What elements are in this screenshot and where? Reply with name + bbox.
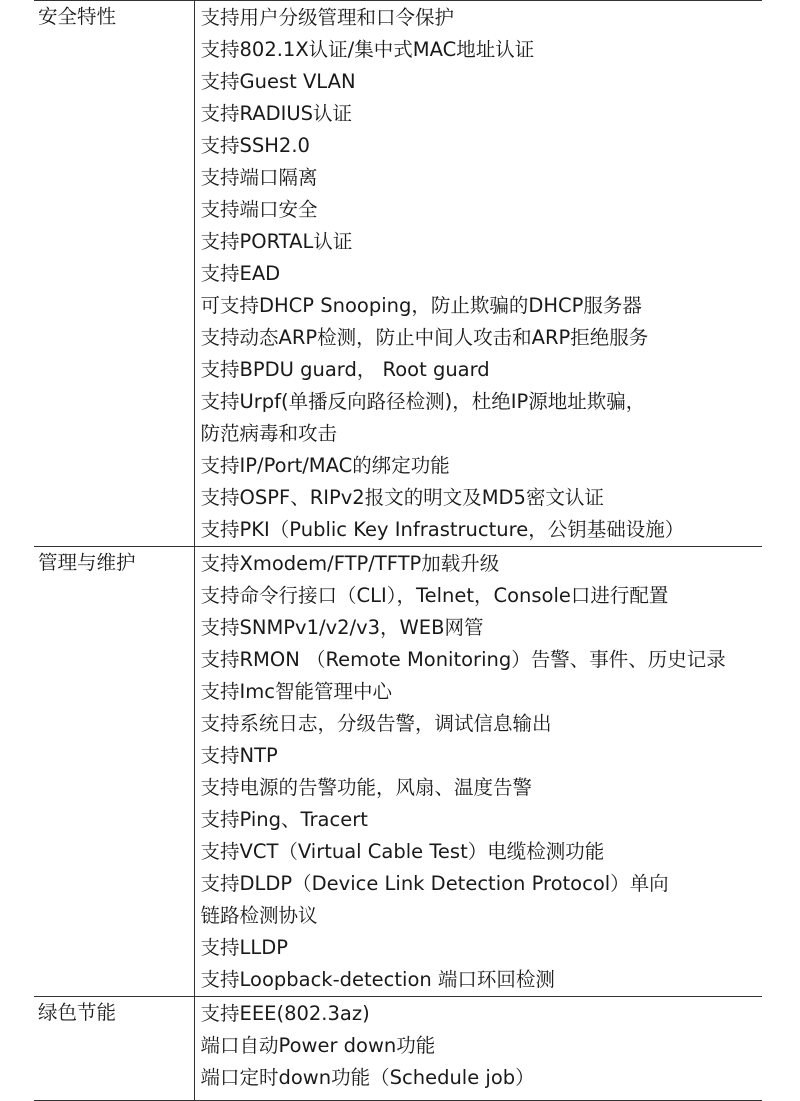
feature-item: 支持PORTAL认证	[200, 230, 353, 253]
category-cell	[34, 997, 194, 1101]
feature-item: 支持端口隔离	[200, 166, 318, 189]
category-label: 绿色节能	[38, 1001, 117, 1024]
spec-section-row	[34, 1, 762, 547]
category-label: 管理与维护	[38, 551, 136, 574]
feature-item: 支持命令行接口（CLI），Telnet，Console口进行配置	[200, 584, 669, 607]
feature-item: 端口定时down功能（Schedule job）	[200, 1066, 535, 1089]
feature-item: 支持LLDP	[200, 936, 289, 959]
category-label: 安全特性	[38, 5, 117, 28]
feature-item: 支持IP/Port/MAC的绑定功能	[200, 454, 450, 477]
features-cell	[194, 997, 762, 1101]
feature-item: 支持系统日志，分级告警，调试信息输出	[200, 712, 552, 735]
feature-item: 支持PKI（Public Key Infrastructure，公钥基础设施）	[200, 518, 685, 541]
feature-item: 支持Xmodem/FTP/TFTP加载升级	[200, 552, 500, 575]
feature-item: 支持动态ARP检测，防止中间人攻击和ARP拒绝服务	[200, 326, 649, 349]
feature-item: 支持电源的告警功能，风扇、温度告警	[200, 776, 533, 799]
feature-item: 支持Ping、Tracert	[200, 808, 368, 831]
feature-item: 支持DLDP（Device Link Detection Protocol）单向	[200, 872, 669, 895]
feature-item: 端口自动Power down功能	[200, 1034, 436, 1057]
feature-item: 支持端口安全	[200, 198, 318, 221]
feature-item: 支持Loopback-detection 端口环回检测	[200, 968, 555, 991]
feature-item: 链路检测协议	[200, 904, 318, 927]
feature-item: 支持SSH2.0	[200, 134, 310, 157]
feature-item: 支持Guest VLAN	[200, 70, 356, 93]
feature-item: 可支持DHCP Snooping，防止欺骗的DHCP服务器	[200, 294, 642, 317]
features-cell	[194, 547, 762, 997]
spec-table-body	[34, 1, 762, 1101]
feature-item: 支持SNMPv1/v2/v3，WEB网管	[200, 616, 484, 639]
feature-item: 支持用户分级管理和口令保护	[200, 6, 455, 29]
feature-item: 支持RADIUS认证	[200, 102, 353, 125]
feature-item: 支持Imc智能管理中心	[200, 680, 392, 703]
spec-section-row	[34, 547, 762, 997]
feature-item: 支持802.1X认证/集中式MAC地址认证	[200, 38, 535, 61]
spec-section-row	[34, 997, 762, 1101]
feature-item: 防范病毒和攻击	[200, 422, 338, 445]
feature-item: 支持NTP	[200, 744, 278, 767]
feature-item: 支持RMON （Remote Monitoring）告警、事件、历史记录	[200, 648, 726, 671]
spec-table	[34, 0, 762, 1101]
feature-item: 支持EAD	[200, 262, 281, 285]
category-cell	[34, 1, 194, 547]
features-cell	[194, 1, 762, 547]
feature-item: 支持Urpf(单播反向路径检测)，杜绝IP源地址欺骗，	[200, 390, 646, 413]
feature-item: 支持EEE(802.3az)	[200, 1002, 370, 1025]
feature-item: 支持VCT（Virtual Cable Test）电缆检测功能	[200, 840, 605, 863]
feature-item: 支持BPDU guard， Root guard	[200, 358, 490, 381]
category-cell	[34, 547, 194, 997]
feature-item: 支持OSPF、RIPv2报文的明文及MD5密文认证	[200, 486, 604, 509]
